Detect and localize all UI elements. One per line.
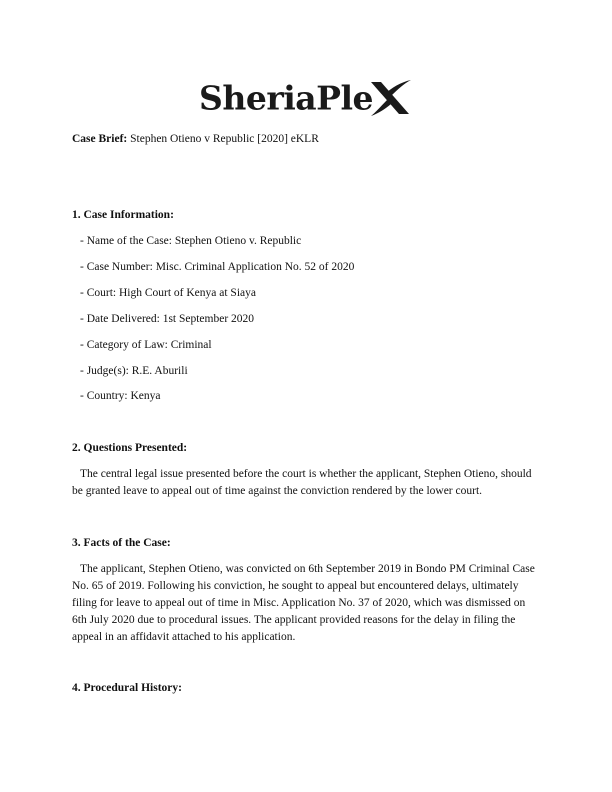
court-item: - Court: High Court of Kenya at Siaya — [80, 287, 256, 299]
country-item: - Country: Kenya — [80, 390, 161, 402]
facts-paragraph: The applicant, Stephen Otieno, was convicted on 6th September 2019 in Bondo PM Criminal Case No. 65 of 2019. Following his conviction, he sought to appeal but encountered delays, ultimately filing for leave to appeal out of time in Misc. Application No. 37 of 2020, which was dismissed on 6th July 2020 due to procedural issues. The applicant provided reasons for the delay in filing the appeal in an affidavit attached to his application. — [72, 563, 535, 643]
case-brief-title: Stephen Otieno v Republic [2020] eKLR — [130, 133, 319, 145]
case-name-item: - Name of the Case: Stephen Otieno v. Republic — [80, 235, 302, 247]
category-of-law-item: - Category of Law: Criminal — [80, 339, 212, 351]
judges-item: - Judge(s): R.E. Aburili — [80, 365, 188, 377]
procedural-history-heading: 4. Procedural History: — [72, 682, 182, 694]
questions-presented-heading: 2. Questions Presented: — [72, 442, 188, 454]
case-brief-line — [72, 133, 319, 145]
logo-x-mark-icon — [369, 78, 413, 118]
case-information-heading: 1. Case Information: — [72, 209, 174, 221]
case-number-item: - Case Number: Misc. Criminal Application No. 52 of 2020 — [80, 261, 355, 273]
facts-heading: 3. Facts of the Case: — [72, 537, 171, 549]
date-delivered-item: - Date Delivered: 1st September 2020 — [80, 313, 255, 325]
case-brief-label: Case Brief: — [72, 133, 128, 145]
logo-text: SheriaPle — [199, 78, 373, 118]
questions-presented-paragraph: The central legal issue presented before the court is whether the applicant, Stephen Otieno, should be granted leave to appeal out of time against the conviction rendered by the lower court. — [72, 468, 532, 497]
sheriaplex-logo — [0, 78, 612, 122]
